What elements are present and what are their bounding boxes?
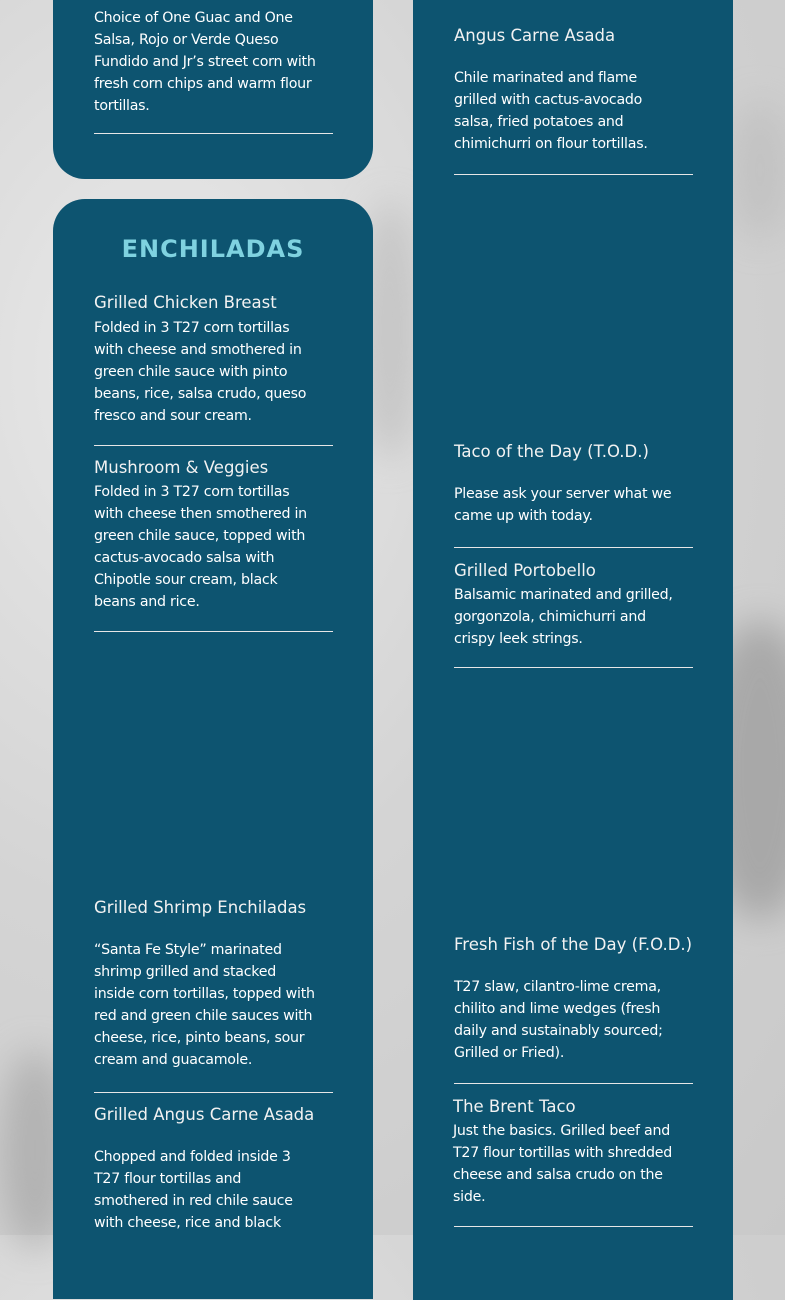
item-name: Grilled Portobello <box>454 561 596 580</box>
menu-item-grilled-portobello <box>454 561 693 650</box>
tacos-card <box>413 0 733 1300</box>
menu-item-grilled-angus <box>94 1105 333 1234</box>
item-description: T27 slaw, cilantro-lime crema, chilito and lime wedges (fresh daily and sustainably sourced; Grilled or Fried). <box>454 979 663 1061</box>
item-description: Chopped and folded inside 3 T27 flour tortillas and smothered in red chile sauce with cheese, rice and black <box>94 1149 293 1231</box>
item-description: Just the basics. Grilled beef and T27 flour tortillas with shredded cheese and salsa crudo on the side. <box>453 1123 672 1205</box>
item-name: Grilled Chicken Breast <box>94 293 277 312</box>
menu-item-angus-carne-asada <box>454 26 693 155</box>
item-description: Please ask your server what we came up with today. <box>454 486 672 524</box>
section-title: ENCHILADAS <box>121 235 305 263</box>
item-name: Angus Carne Asada <box>454 26 616 45</box>
item-description: Folded in 3 T27 corn tortillas with cheese then smothered in green chile sauce, topped with cactus-avocado salsa with Chipotle sour cream, black beans and rice. <box>94 484 307 610</box>
item-description: Choice of One Guac and One Salsa, Rojo or Verde Queso Fundido and Jr’s street corn with fresh corn chips and warm flour tortillas. <box>94 10 316 114</box>
item-divider <box>94 631 333 632</box>
menu-item-fresh-fish <box>454 935 693 1064</box>
item-name: Taco of the Day (T.O.D.) <box>454 442 649 461</box>
menu-item-grilled-shrimp <box>94 898 333 1071</box>
menu-item-grilled-chicken <box>94 293 333 427</box>
item-divider <box>454 547 693 548</box>
enchiladas-card <box>53 199 373 1299</box>
item-name: Grilled Shrimp Enchiladas <box>94 898 307 917</box>
item-divider <box>454 667 693 668</box>
item-description: Folded in 3 T27 corn tortillas with cheese and smothered in green chile sauce with pinto beans, rice, salsa crudo, queso fresco and sour cream. <box>94 320 307 424</box>
item-divider <box>94 1092 333 1093</box>
appetizer-card <box>53 0 373 179</box>
item-name: Mushroom & Veggies <box>94 458 269 477</box>
item-name: Grilled Angus Carne Asada <box>94 1105 315 1124</box>
item-name: Fresh Fish of the Day (F.O.D.) <box>454 935 693 954</box>
item-description: Balsamic marinated and grilled, gorgonzola, chimichurri and crispy leek strings. <box>454 587 673 647</box>
item-divider <box>454 1083 693 1084</box>
item-divider <box>454 174 693 175</box>
item-name: The Brent Taco <box>453 1097 576 1116</box>
menu-item <box>94 7 333 117</box>
item-divider <box>94 133 333 134</box>
background-texture <box>730 100 785 240</box>
item-description: “Santa Fe Style” marinated shrimp grilled and stacked inside corn tortillas, topped with red and green chile sauces with cheese, rice, pinto beans, sour cream and guacamole. <box>94 942 315 1068</box>
menu-item-mushroom-veggies <box>94 458 333 613</box>
item-divider <box>454 1226 693 1227</box>
item-description: Chile marinated and flame grilled with cactus-avocado salsa, fried potatoes and chimichurri on flour tortillas. <box>454 70 648 152</box>
menu-item-taco-of-the-day <box>454 442 693 527</box>
menu-item-brent-taco <box>453 1097 692 1208</box>
item-divider <box>94 445 333 446</box>
